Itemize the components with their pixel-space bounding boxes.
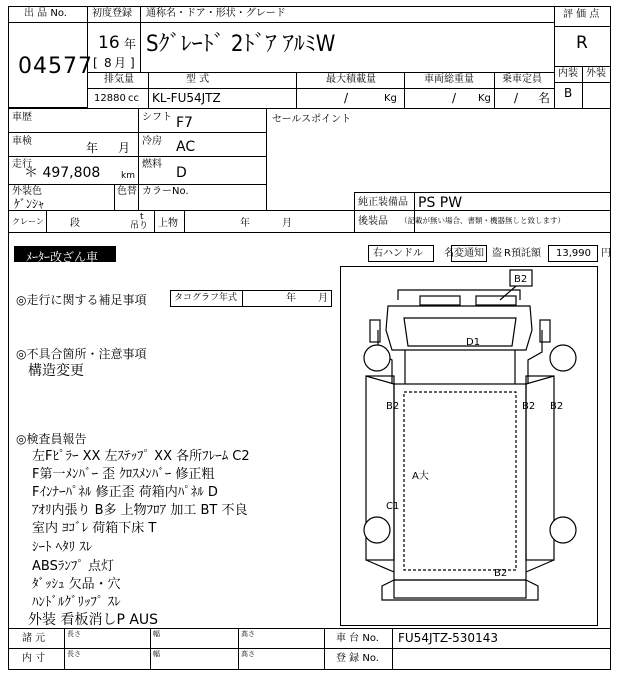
grade-value: R: [576, 33, 588, 53]
lot-number: 04577: [18, 54, 93, 79]
gvw-label: 車両総重量: [424, 74, 474, 85]
aftermarket-note: （記載が無い場合、書類・機器無しと致します）: [400, 216, 565, 225]
inspector-line: F第一ﾒﾝﾊﾞｰ 歪 ｸﾛｽﾒﾝﾊﾞｰ 修正粗: [32, 467, 215, 482]
crane-month-unit: 月: [282, 218, 292, 229]
exterior-grade-label: 外装: [586, 68, 606, 79]
diagram-mark-a-large: A大: [412, 471, 429, 482]
mileage-label: 走行: [12, 159, 32, 170]
inspector-line: ｼｰﾄ ﾍﾀﾘ ｽﾚ: [32, 540, 93, 555]
inspector-line: 左Fﾋﾟﾗｰ XX 左ｽﾃｯﾌﾟ XX 各所ﾌﾚｰﾑ C2: [32, 449, 250, 464]
tax-label: 盗: [492, 248, 502, 259]
interior-grade-label: 内装: [558, 68, 578, 79]
width-label: 幅: [153, 630, 160, 638]
first-reg-year-unit: 年: [124, 37, 137, 51]
meter-tampered-badge: ﾒｰﾀｰ改ざん車: [14, 246, 116, 262]
ac-value: AC: [176, 139, 196, 155]
crane-year-unit: 年: [240, 218, 250, 229]
diagram-mark-b2-right: B2: [550, 401, 564, 412]
color-value: ｹﾞﾝｼｬ: [14, 197, 45, 211]
grade-label: 評 価 点: [563, 9, 600, 20]
car-name: Sｸﾞﾚｰﾄﾞ 2ﾄﾞｱ ｱﾙﾐW: [146, 32, 336, 57]
inspection-month-unit: 月: [118, 141, 131, 155]
mileage-value: ＊ 497,808: [24, 165, 101, 181]
running-notes-label: ◎走行に関する補足事項: [16, 293, 147, 307]
registration-label: 登 録 No.: [336, 653, 379, 664]
shift-label: シフト: [142, 112, 172, 123]
color-code-label: 色替: [117, 186, 137, 197]
max-load-value: /: [344, 91, 349, 105]
name-label: 通称名・ドア・形状・グレード: [146, 8, 286, 19]
capacity-value: /: [514, 91, 519, 105]
color-no-label: カラーNo.: [142, 186, 189, 197]
mileage-unit: km: [121, 171, 135, 181]
width-label-inner: 幅: [153, 650, 160, 658]
displacement-unit: cc: [128, 93, 139, 104]
deposit-unit: 円: [601, 248, 611, 259]
tachograph-label: タコグラフ年式: [174, 293, 238, 303]
displacement-label: 排気量: [104, 74, 134, 85]
dimensions-label: 諸 元: [22, 633, 46, 644]
inspector-line: ｱｵﾘ内張り B多 上物ﾌﾛｱ 加工 BT 不良: [32, 503, 248, 518]
crane-mount-label: 上物: [158, 218, 178, 229]
first-reg-month-unit: 月: [114, 56, 127, 70]
deposit-value: 13,990: [556, 248, 591, 259]
first-reg-year: 16: [98, 33, 120, 53]
color-label: 外装色: [12, 186, 42, 197]
interior-dim-label: 内 寸: [22, 653, 46, 664]
first-reg-month-open: [: [93, 56, 98, 70]
history-label: 車歴: [12, 112, 32, 123]
crane-ton: t: [140, 212, 144, 222]
deposit-label: R預託額: [504, 248, 541, 259]
model-value: KL-FU54JTZ: [152, 91, 221, 105]
aftermarket-label: 後装品: [358, 216, 388, 227]
diagram-mark-c1: C1: [386, 501, 400, 512]
diagram-mark-d1: D1: [466, 337, 481, 348]
ac-label: 冷房: [142, 136, 162, 147]
inspector-line: ABSﾗﾝﾌﾟ 点灯: [32, 559, 114, 574]
inspector-line: 室内 ﾖｺﾞﾚ 荷箱下床 T: [32, 521, 157, 536]
height-label-inner: 高さ: [241, 650, 255, 658]
displacement-value: 12880: [94, 93, 126, 104]
sales-point-label: セールスポイント: [272, 114, 352, 125]
inspector-line: ﾊﾝﾄﾞﾙｸﾞﾘｯﾌﾟ ｽﾚ: [32, 595, 121, 610]
capacity-label: 乗車定員: [502, 74, 542, 85]
tachograph-month-unit: 月: [318, 293, 328, 304]
lot-label: 出 品 No.: [24, 8, 67, 19]
inspector-line: ﾀﾞｯｼｭ 欠品・穴: [32, 577, 121, 592]
crane-hook: 吊り: [130, 221, 149, 231]
tachograph-year-unit: 年: [286, 293, 296, 304]
defect-item: 構造変更: [28, 363, 84, 379]
length-label-inner: 長さ: [67, 650, 81, 658]
shift-value: F7: [176, 115, 193, 131]
crane-stage: 段: [70, 218, 80, 229]
fuel-value: D: [176, 165, 187, 181]
model-label: 型 式: [186, 74, 210, 85]
inspector-report-label: ◎検査員報告: [16, 432, 87, 446]
gvw-value: /: [452, 91, 457, 105]
defects-label: ◎不具合箇所・注意事項: [16, 347, 147, 361]
inspection-label: 車検: [12, 136, 32, 147]
chassis-value: FU54JTZ-530143: [398, 631, 498, 645]
inspector-line: 外装 看板消しP AUS: [28, 612, 159, 628]
diagram-mark-b2-top: B2: [514, 274, 528, 285]
height-label: 高さ: [241, 630, 255, 638]
first-reg-month: 8: [104, 56, 112, 70]
capacity-unit: 名: [538, 91, 551, 105]
right-handle-label: 右ハンドル: [373, 248, 423, 259]
first-reg-label: 初度登録: [92, 8, 132, 19]
diagram-mark-b2-right-inner: B2: [522, 401, 536, 412]
length-label: 長さ: [67, 630, 81, 638]
chassis-label: 車 台 No.: [336, 633, 379, 644]
equipment-value: PS PW: [418, 195, 463, 211]
max-load-unit: Kg: [384, 93, 397, 104]
equipment-label: 純正装備品: [358, 197, 408, 208]
inspection-year-unit: 年: [86, 141, 99, 155]
gvw-unit: Kg: [478, 93, 491, 104]
interior-grade-value: B: [564, 86, 573, 100]
diagram-mark-b2-left: B2: [386, 401, 400, 412]
fuel-label: 燃料: [142, 159, 162, 170]
inspector-line: Fｲﾝﾅｰﾊﾟﾈﾙ 修正歪 荷箱内ﾊﾟﾈﾙ D: [32, 485, 218, 500]
diagram-mark-b2-bottom: B2: [494, 568, 508, 579]
name-change-label: 名変通知: [444, 248, 484, 259]
max-load-label: 最大積載量: [326, 74, 376, 85]
first-reg-month-close: ]: [130, 56, 135, 70]
crane-label: クレーン: [12, 217, 44, 226]
